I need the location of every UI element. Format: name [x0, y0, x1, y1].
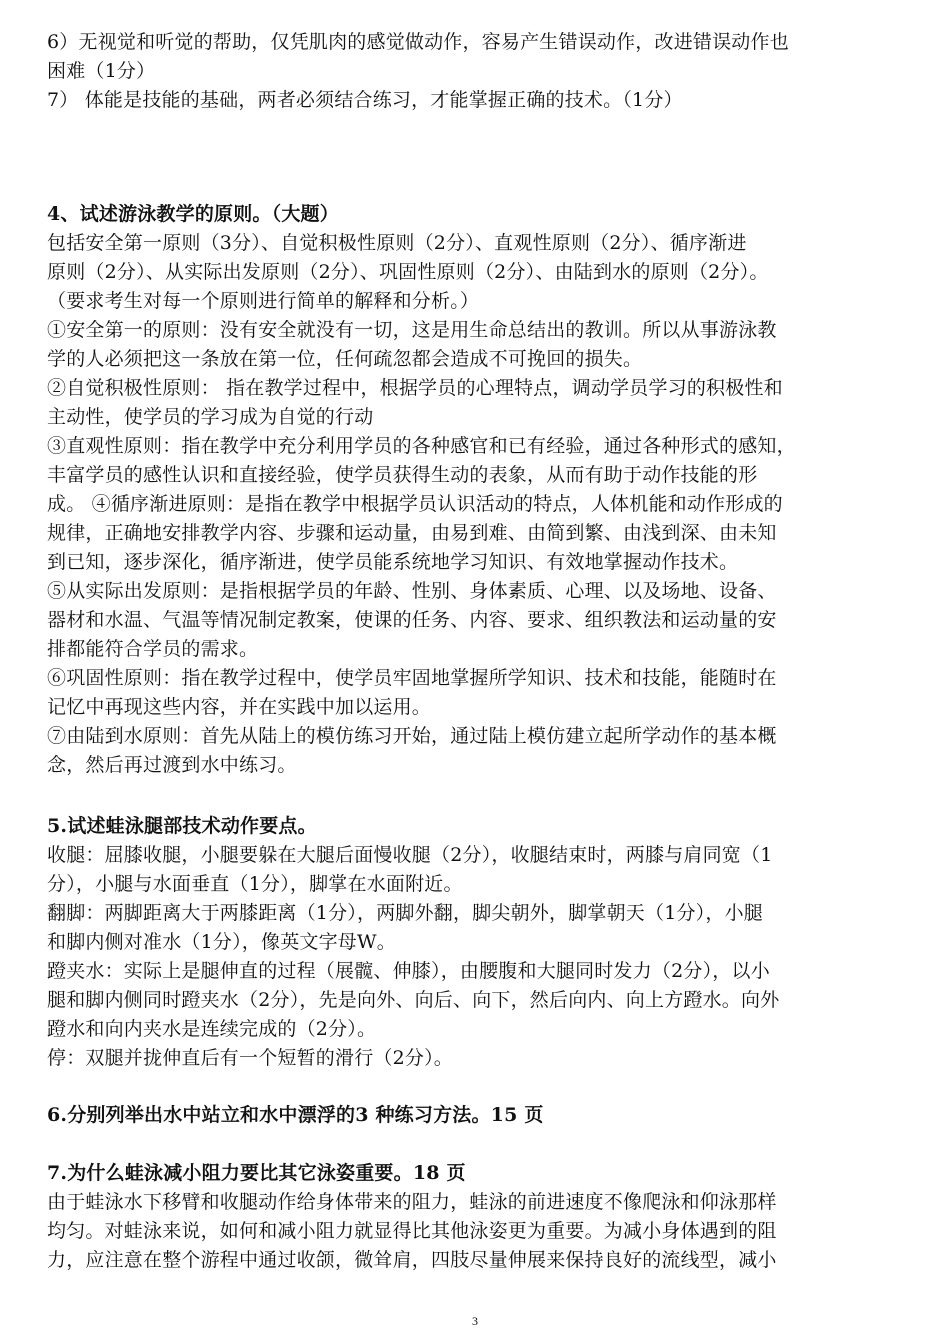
page-number: 3	[472, 1314, 478, 1328]
text-line: 均匀。对蛙泳来说，如何和减小阻力就显得比其他泳姿更为重要。为减小身体遇到的阻	[47, 1220, 777, 1242]
section-heading: 4、试述游泳教学的原则。（大题）	[47, 203, 339, 225]
text-line: 规律，正确地安排教学内容、步骤和运动量，由易到难、由简到繁、由浅到深、由未知	[47, 522, 777, 544]
text-line: ⑥巩固性原则：指在教学过程中，使学员牢固地掌握所学知识、技术和技能，能随时在	[47, 667, 777, 689]
text-line: 蹬水和向内夹水是连续完成的（2分）。	[47, 1018, 377, 1040]
text-line: 腿和脚内侧同时蹬夹水（2分），先是向外、向后、向下，然后向内、向上方蹬水。向外	[47, 989, 780, 1011]
text-line: （要求考生对每一个原则进行简单的解释和分析。）	[47, 290, 480, 312]
text-line: 困难（1分）	[47, 60, 156, 82]
section-heading: 5.试述蛙泳腿部技术动作要点。	[47, 815, 317, 837]
text-line: 翻脚：两脚距离大于两膝距离（1分），两脚外翻，脚尖朝外，脚掌朝天（1分），小腿	[47, 902, 763, 924]
text-line: 收腿：屈膝收腿，小腿要躲在大腿后面慢收腿（2分），收腿结束时，两膝与肩同宽（1	[47, 844, 773, 866]
text-line: 由于蛙泳水下移臂和收腿动作给身体带来的阻力，蛙泳的前进速度不像爬泳和仰泳那样	[47, 1191, 777, 1213]
text-line: 到已知，逐步深化，循序渐进，使学员能系统地学习知识、有效地掌握动作技术。	[47, 551, 739, 573]
text-line: 蹬夹水：实际上是腿伸直的过程（展髋、伸膝），由腰腹和大腿同时发力（2分），以小	[47, 960, 770, 982]
section-heading: 6.分别列举出水中站立和水中漂浮的3 种练习方法。15 页	[47, 1104, 544, 1126]
text-line: 力，应注意在整个游程中通过收颌，微耸肩，四肢尽量伸展来保持良好的流线型，减小	[47, 1249, 777, 1271]
text-line: 和脚内侧对准水（1分），像英文字母W。	[47, 931, 396, 953]
text-line: ⑦由陆到水原则：首先从陆上的模仿练习开始，通过陆上模仿建立起所学动作的基本概	[47, 725, 777, 747]
text-line: 记忆中再现这些内容，并在实践中加以运用。	[47, 696, 432, 718]
text-line: 丰富学员的感性认识和直接经验，使学员获得生动的表象，从而有助于动作技能的形	[47, 464, 758, 486]
text-line: 7） 体能是技能的基础，两者必须结合练习，才能掌握正确的技术。（1分）	[47, 89, 683, 111]
text-line: ⑤从实际出发原则：是指根据学员的年龄、性别、身体素质、心理、以及场地、设备、	[47, 580, 777, 602]
text-line: 排都能符合学员的需求。	[47, 638, 259, 660]
text-line: ②自觉积极性原则： 指在教学过程中，根据学员的心理特点，调动学员学习的积极性和	[47, 377, 783, 399]
text-line: 分），小腿与水面垂直（1分），脚掌在水面附近。	[47, 873, 463, 895]
text-line: 6）无视觉和听觉的帮助，仅凭肌肉的感觉做动作，容易产生错误动作，改进错误动作也	[47, 31, 789, 53]
text-line: 成。 ④循序渐进原则：是指在教学中根据学员认识活动的特点，人体机能和动作形成的	[47, 493, 783, 515]
text-line: 主动性，使学员的学习成为自觉的行动	[47, 406, 374, 428]
text-line: ③直观性原则：指在教学中充分利用学员的各种感官和已有经验，通过各种形式的感知，	[47, 435, 796, 457]
text-line: 包括安全第一原则（3分）、自觉积极性原则（2分）、直观性原则（2分）、循序渐进	[47, 232, 747, 254]
text-line: 念，然后再过渡到水中练习。	[47, 754, 297, 776]
text-line: 停：双腿并拢伸直后有一个短暂的滑行（2分）。	[47, 1047, 453, 1069]
text-line: 器材和水温、气温等情况制定教案，使课的任务、内容、要求、组织教法和运动量的安	[47, 609, 777, 631]
text-line: 学的人必须把这一条放在第一位，任何疏忽都会造成不可挽回的损失。	[47, 348, 643, 370]
text-line: 原则（2分）、从实际出发原则（2分）、巩固性原则（2分）、由陆到水的原则（2分）。	[47, 261, 769, 283]
text-line: ①安全第一的原则：没有安全就没有一切，这是用生命总结出的教训。所以从事游泳教	[47, 319, 777, 341]
section-heading: 7.为什么蛙泳减小阻力要比其它泳姿重要。18 页	[47, 1162, 466, 1184]
